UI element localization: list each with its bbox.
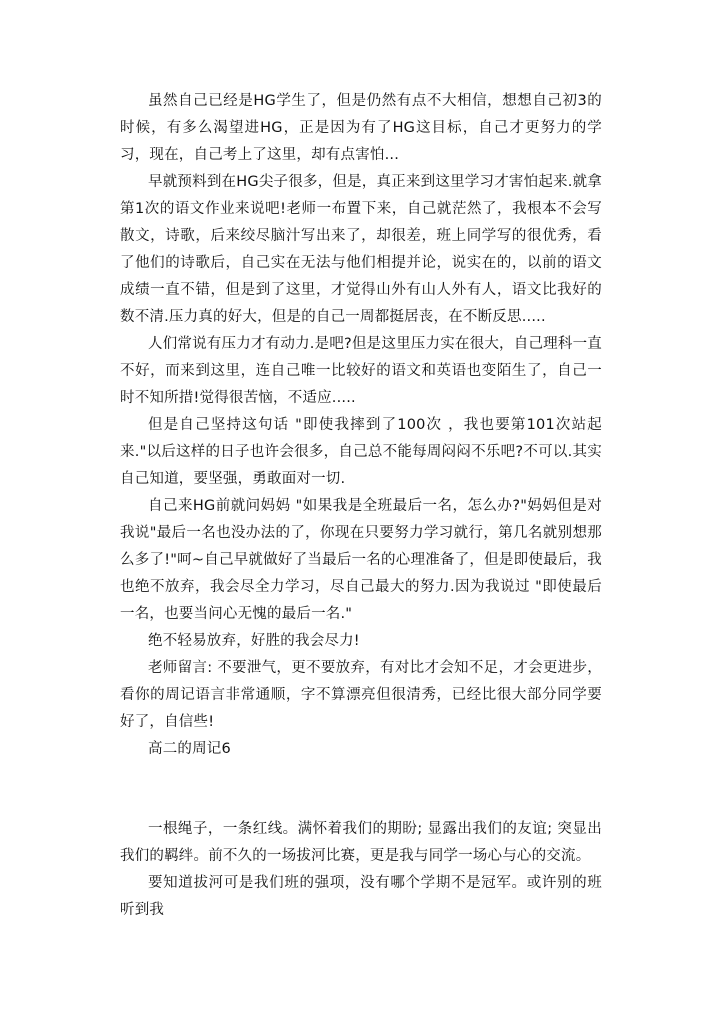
document-body-continued	[120, 816, 602, 924]
paragraph: 一根绳子，一条红线。满怀着我们的期盼; 显露出我们的友谊; 突显出我们的羁绊。前不久的一场拔河比赛，更是我与同学一场心与心的交流。	[120, 821, 602, 864]
section-heading: 高二的周记6	[148, 741, 231, 757]
document-body	[120, 88, 602, 763]
paragraph: 但是自己坚持这句话 "即使我摔到了100次 ，我也要第101次站起来."以后这样的日子也许会很多，自己总不能每周闷闷不乐吧?不可以.其实自己知道，要坚强，勇敢面对一切.	[120, 417, 602, 487]
paragraph: 虽然自己已经是HG学生了，但是仍然有点不大相信，想想自己初3的时候，有多么渴望进HG，正是因为有了HG这目标，自己才更努力的学习，现在，自己考上了这里，却有点害怕...	[120, 93, 602, 163]
paragraph: 要知道拔河可是我们班的强项，没有哪个学期不是冠军。或许别的班听到我	[120, 875, 602, 918]
teacher-comment: 老师留言: 不要泄气，更不要放弃，有对比才会知不足，才会更进步，看你的周记语言非常通顺，字不算漂亮但很清秀，已经比很大部分同学要好了，自信些!	[120, 660, 602, 730]
paragraph: 人们常说有压力才有动力.是吧?但是这里压力实在很大，自己理科一直不好，而来到这里，连自己唯一比较好的语文和英语也变陌生了，自己一时不知所措!觉得很苦恼，不适应.....	[120, 336, 602, 406]
paragraph: 自己来HG前就问妈妈 "如果我是全班最后一名，怎么办?"妈妈但是对我说"最后一名也没办法的了，你现在只要努力学习就行，第几名就别想那么多了!"呵~自己早就做好了当最后一名的心理准备了，但是即使最后，我也绝不放弃，我会尽全力学习，尽自己最大的努力.因为我说过 "即使最后一名，也要当问心无愧的最后一名."	[120, 498, 602, 622]
paragraph: 早就预料到在HG尖子很多，但是，真正来到这里学习才害怕起来.就拿第1次的语文作业来说吧!老师一布置下来，自己就茫然了，我根本不会写散文，诗歌，后来绞尽脑汁写出来了，却很差，班上同学写的很优秀，看了他们的诗歌后，自己实在无法与他们相提并论，说实在的，以前的语文成绩一直不错，但是到了这里，才觉得山外有山人外有人，语文比我好的数不清.压力真的好大，但是的自己一周都挺居丧，在不断反思.....	[120, 174, 602, 325]
paragraph: 绝不轻易放弃，好胜的我会尽力!	[148, 633, 360, 649]
